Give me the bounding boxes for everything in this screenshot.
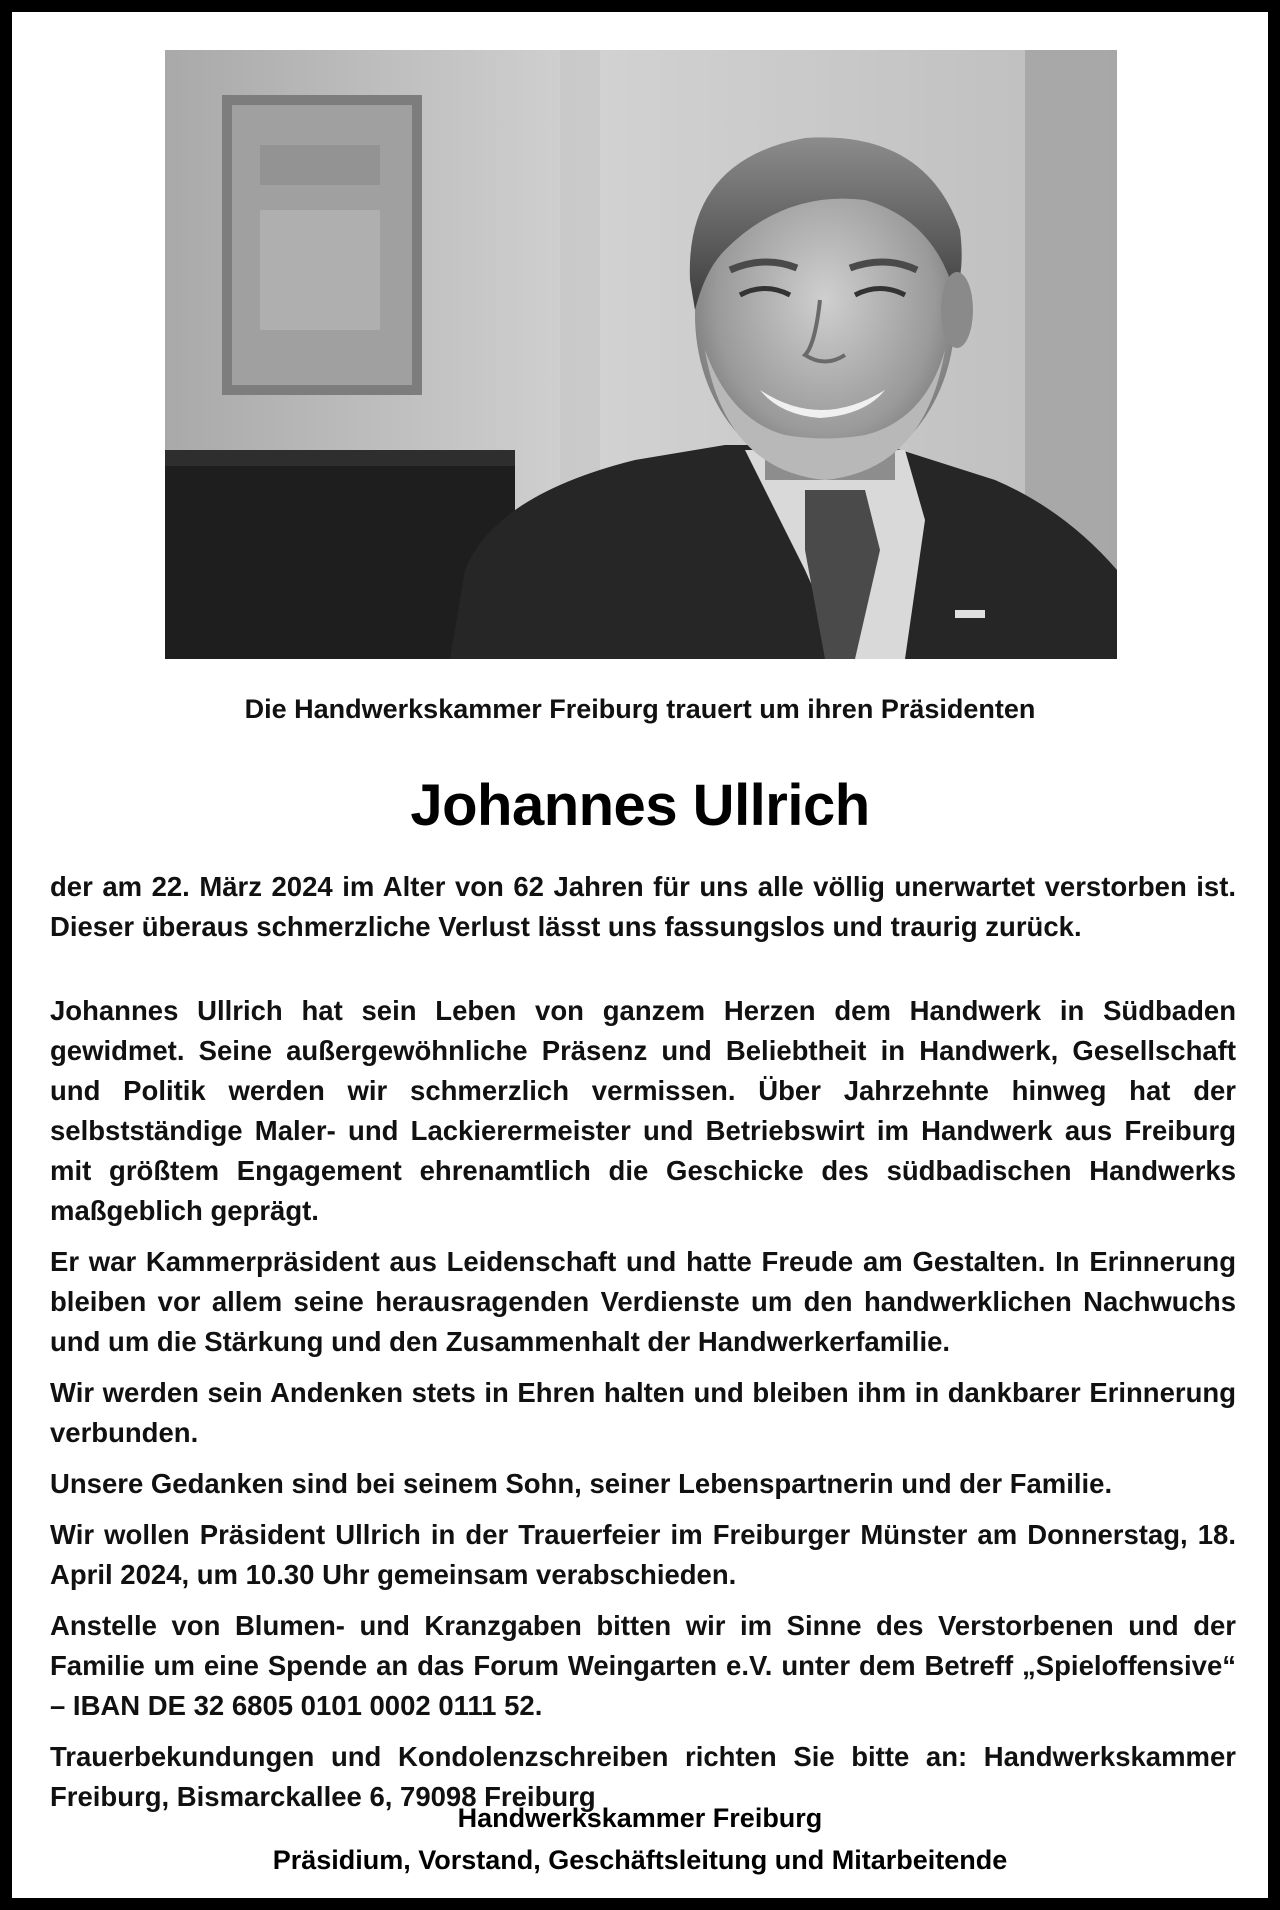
signature-organization: Handwerkskammer Freiburg bbox=[457, 1803, 823, 1833]
paragraph-condolences: Trauerbekundungen und Kondolenzschreiben richten Sie bitte an: Handwerkskammer Freiburg, Bismarckallee 6, 79098 Freiburg bbox=[50, 1741, 1236, 1812]
paragraph-donation: Anstelle von Blumen- und Kranzgaben bitten wir im Sinne des Verstorbenen und der Familie um eine Spende an das Forum Weingarten e.V. unter dem Betreff „Spieloffensive“ – IBAN DE 32 6805 0101 0002 0111 52. bbox=[50, 1610, 1236, 1721]
paragraph-remembrance: Wir werden sein Andenken stets in Ehren halten und bleiben ihm in dankbarer Erinnerung verbunden. bbox=[50, 1377, 1236, 1448]
signature-members: Präsidium, Vorstand, Geschäftsleitung und Mitarbeitende bbox=[272, 1845, 1008, 1875]
paragraph-funeral: Wir wollen Präsident Ullrich in der Trauerfeier im Freiburger Münster am Donnerstag, 18. April 2024, um 10.30 Uhr gemeinsam verabschieden. bbox=[50, 1519, 1236, 1590]
paragraph-life: Johannes Ullrich hat sein Leben von ganzem Herzen dem Handwerk in Südbaden gewidmet. Seine außergewöhnliche Präsenz und Beliebtheit in Handwerk, Gesellschaft und Politik werden wir schmerzlich vermissen. Über Jahrzehnte hinweg hat der selbstständige Maler- und Lackierermeister und Betriebswirt im Handwerk aus Freiburg mit größtem Engagement ehrenamtlich die Geschicke des südbadischen Handwerks maßgeblich geprägt. bbox=[50, 995, 1236, 1226]
paragraph-family: Unsere Gedanken sind bei seinem Sohn, seiner Lebenspartnerin und der Familie. bbox=[50, 1468, 1113, 1499]
obituary-text bbox=[50, 867, 1236, 1828]
portrait-illustration bbox=[165, 50, 1117, 659]
deceased-name: Johannes Ullrich bbox=[410, 773, 870, 838]
paragraph-presidency: Er war Kammerpräsident aus Leidenschaft und hatte Freude am Gestalten. In Erinnerung bleiben vor allem seine herausragenden Verdienste um den handwerklichen Nachwuchs und um die Stärkung und den Zusammenhalt der Handwerkerfamilie. bbox=[50, 1246, 1236, 1357]
portrait-photo bbox=[165, 50, 1117, 659]
signature-block bbox=[12, 1797, 1268, 1881]
intro-line: Die Handwerkskammer Freiburg trauert um ihren Präsidenten bbox=[244, 694, 1036, 724]
obituary-page bbox=[12, 12, 1268, 1898]
paragraph-death-notice: der am 22. März 2024 im Alter von 62 Jahren für uns alle völlig unerwartet verstorben ist. Dieser überaus schmerzliche Verlust lässt uns fassungslos und traurig zurück. bbox=[50, 871, 1236, 942]
